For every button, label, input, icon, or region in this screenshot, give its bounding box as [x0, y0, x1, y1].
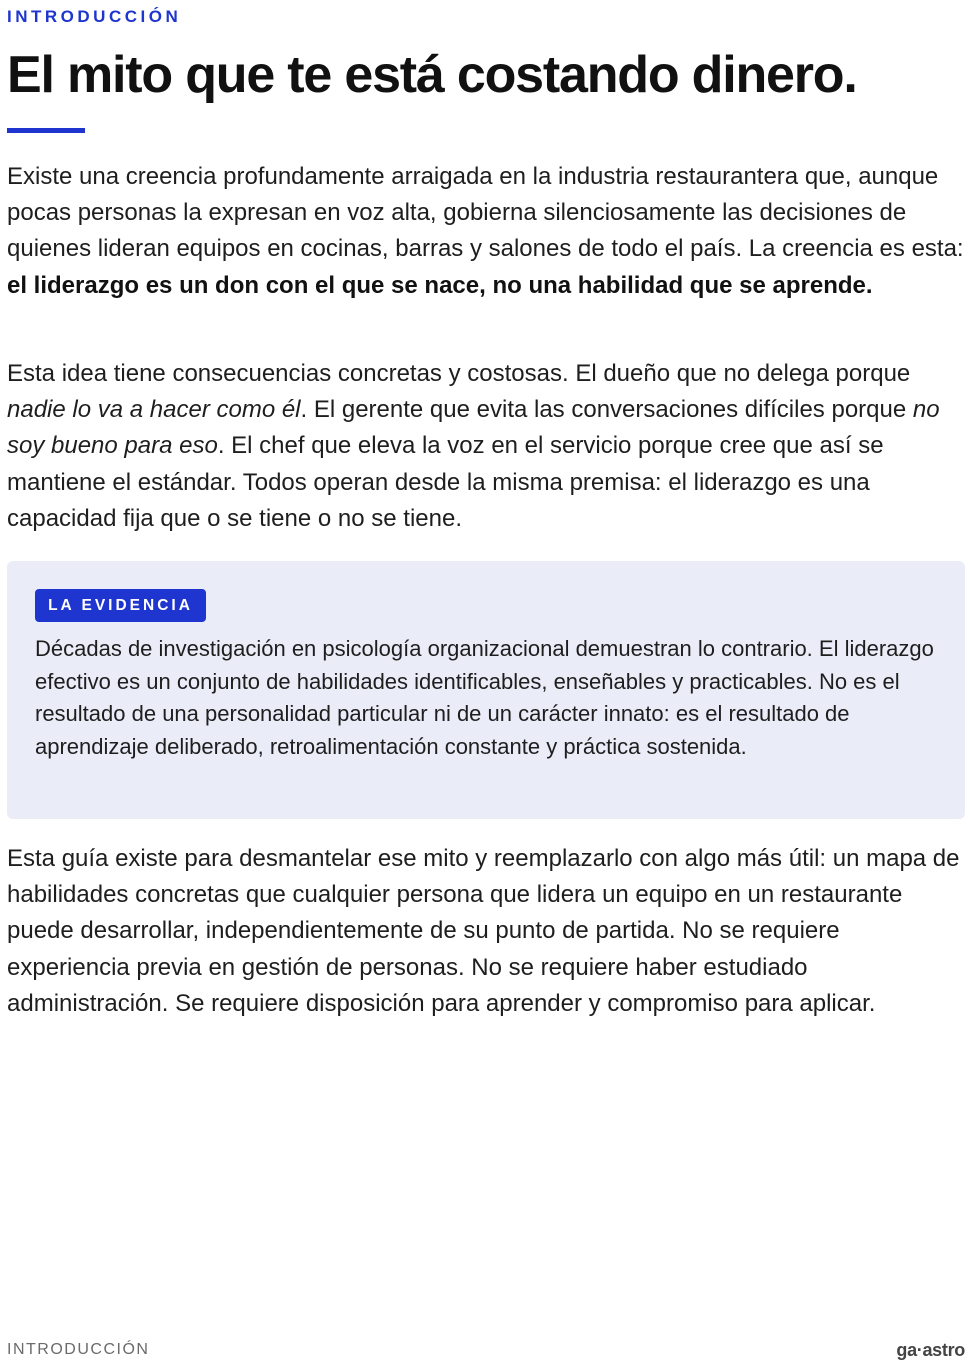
- intro-paragraph-1-emphasis: el liderazgo es un don con el que se nace, no una habilidad que se aprende.: [7, 271, 873, 299]
- intro-paragraph-2-text-c: . El chef que eleva la voz en el servicio porque cree que así se mantiene el estándar. Todos operan desde la misma premisa: el liderazgo es una capacidad fija que o se tiene o no se tiene.: [7, 432, 884, 532]
- evidence-badge: LA EVIDENCIA: [35, 589, 206, 622]
- brand-logo: ga·astro: [896, 1340, 965, 1360]
- evidence-callout: [7, 561, 965, 819]
- intro-paragraph-2-italic-1: nadie lo va a hacer como él: [7, 396, 301, 424]
- intro-paragraph-2-italic-2: no soy bueno para eso: [7, 396, 940, 460]
- intro-paragraph-2: [7, 356, 965, 537]
- page-title: El mito que te está costando dinero.: [7, 46, 857, 104]
- evidence-callout-text: Décadas de investigación en psicología organizacional demuestran lo contrario. El liderazgo efectivo es un conjunto de habilidades identificables, enseñables y practicables. No es el resultado de una personalidad particular ni de un carácter innato: es el resultado de aprendizaje deliberado, retroalimentación constante y práctica sostenida.: [35, 636, 934, 759]
- intro-paragraph-2-text-a: Esta idea tiene consecuencias concretas y costosas. El dueño que no delega porque: [7, 360, 911, 387]
- footer-section-label: INTRODUCCIÓN: [7, 1341, 150, 1358]
- intro-paragraph-2-text-b: . El gerente que evita las conversaciones difíciles porque: [300, 396, 913, 424]
- section-eyebrow: INTRODUCCIÓN: [7, 7, 182, 26]
- intro-paragraph-1: [7, 159, 965, 304]
- intro-paragraph-1-text: Existe una creencia profundamente arraigada en la industria restaurantera que, aunque pocas personas la expresan en voz alta, gobierna silenciosamente las decisiones de quienes lideran equipos en cocinas, barras y salones de todo el país. La creencia es esta:: [7, 163, 964, 263]
- title-underline-divider: [7, 128, 85, 133]
- closing-paragraph: Esta guía existe para desmantelar ese mito y reemplazarlo con algo más útil: un mapa de habilidades concretas que cualquier persona que lidera un equipo en un restaurante puede desarrollar, independientemente de su punto de partida. No se requiere experiencia previa en gestión de personas. No se requiere haber estudiado administración. Se requiere disposición para aprender y compromiso para aplicar.: [7, 845, 960, 1017]
